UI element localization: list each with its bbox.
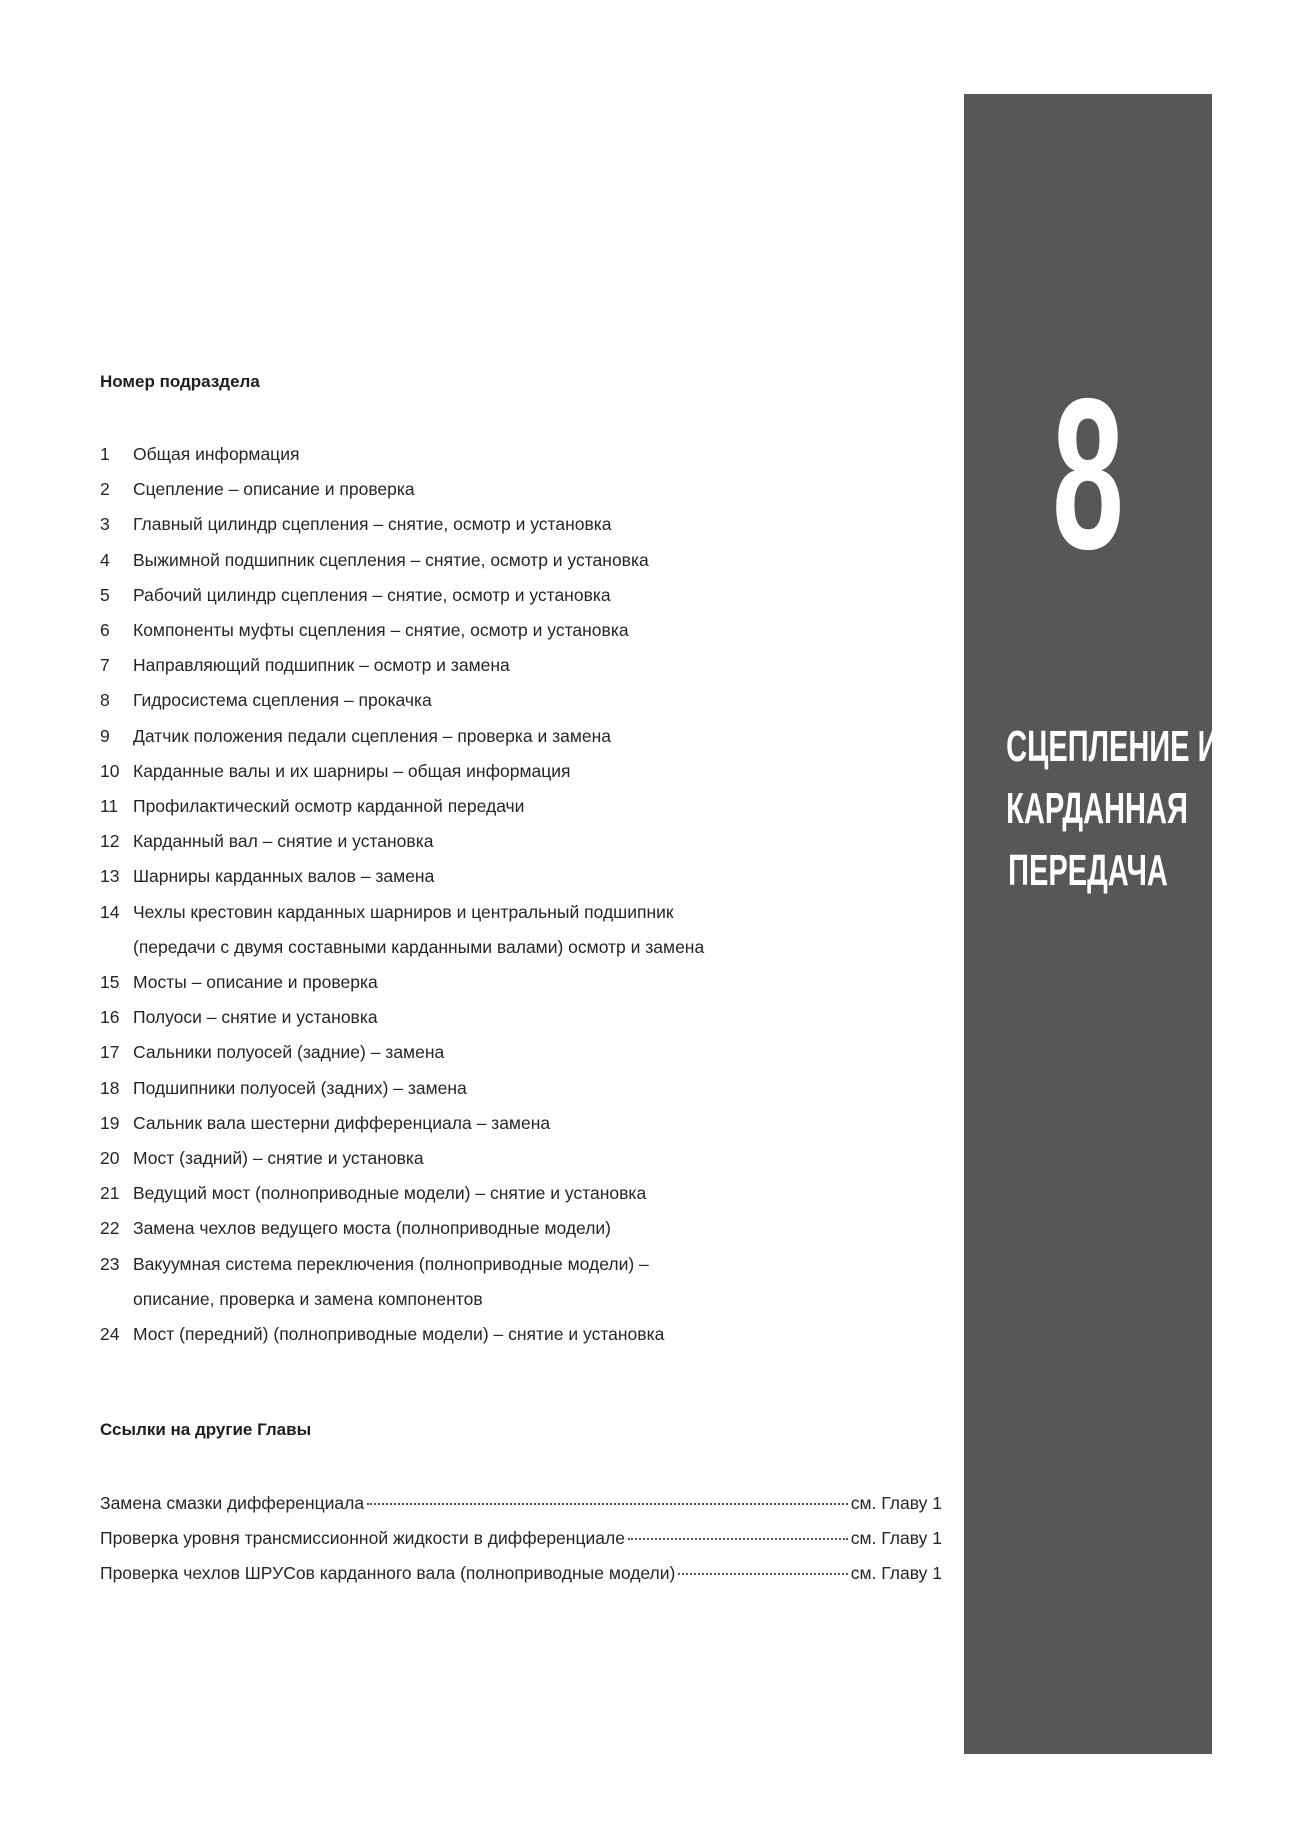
subsections-list xyxy=(100,437,900,1352)
reference-page: см. Главу 1 xyxy=(850,1563,942,1584)
dot-leader xyxy=(367,1503,848,1505)
chapter-sidebar xyxy=(964,94,1219,1754)
subsection-title: Сальник вала шестерни дифференциала – замена xyxy=(133,1112,551,1133)
subsection-title: Профилактический осмотр карданной передачи xyxy=(133,796,525,817)
subsection-item xyxy=(100,895,900,965)
subsection-title: Сцепление – описание и проверка xyxy=(133,479,415,500)
subsection-number: 13 xyxy=(100,866,120,887)
subsection-item xyxy=(100,754,900,789)
subsection-title: Рабочий цилиндр сцепления – снятие, осмотр и установка xyxy=(133,584,611,605)
reference-title: Замена смазки дифференциала xyxy=(100,1493,365,1513)
subsection-item xyxy=(100,1211,900,1246)
subsection-item xyxy=(100,1035,900,1070)
subsection-title: Подшипники полуосей (задних) – замена xyxy=(133,1077,467,1098)
subsection-item xyxy=(100,1000,900,1035)
subsection-number: 17 xyxy=(100,1042,120,1063)
subsection-number: 2 xyxy=(100,479,110,500)
reference-page: см. Главу 1 xyxy=(850,1493,942,1513)
subsection-number: 24 xyxy=(100,1324,120,1345)
subsection-number: 20 xyxy=(100,1148,120,1169)
subsection-item xyxy=(100,789,900,824)
subsection-number: 19 xyxy=(100,1112,120,1133)
subsection-title: Шарниры карданных валов – замена xyxy=(133,866,435,887)
subsection-title: Сальники полуосей (задние) – замена xyxy=(133,1042,445,1063)
subsection-number: 18 xyxy=(100,1077,120,1098)
subsection-item xyxy=(100,1317,900,1352)
subsection-title: Мост (задний) – снятие и установка xyxy=(133,1148,424,1169)
subsection-number: 9 xyxy=(100,725,110,746)
subsection-number: 4 xyxy=(100,549,110,570)
subsection-item xyxy=(100,1106,900,1141)
subsection-title: Мосты – описание и проверка xyxy=(133,972,378,993)
subsection-number: 5 xyxy=(100,584,110,605)
subsection-item xyxy=(100,1176,900,1211)
subsection-number: 8 xyxy=(100,690,110,711)
reference-title: Проверка уровня трансмиссионной жидкости в дифференциале xyxy=(100,1528,625,1549)
subsection-number: 15 xyxy=(100,972,120,993)
reference-item xyxy=(100,1486,942,1521)
subsection-number: 10 xyxy=(100,760,120,781)
dot-leader xyxy=(678,1573,847,1575)
subsection-number: 14 xyxy=(100,901,120,922)
references-heading: Ссылки на другие Главы xyxy=(100,1420,312,1439)
subsection-item xyxy=(100,1071,900,1106)
subsection-number: 22 xyxy=(100,1218,120,1239)
subsection-title: Общая информация xyxy=(133,444,300,464)
reference-item xyxy=(100,1556,942,1591)
subsection-title: Выжимной подшипник сцепления – снятие, осмотр и установка xyxy=(133,549,649,570)
subsection-title: Карданные валы и их шарниры – общая информация xyxy=(133,760,571,781)
subsection-number: 21 xyxy=(100,1183,120,1204)
reference-page: см. Главу 1 xyxy=(850,1528,942,1549)
subsections-heading: Номер подраздела xyxy=(100,372,260,391)
subsection-item xyxy=(100,1247,900,1317)
subsection-number: 23 xyxy=(100,1253,120,1274)
chapter-number: 8 xyxy=(1052,353,1124,594)
subsection-title: Датчик положения педали сцепления – проверка и замена xyxy=(133,725,612,746)
subsection-title: Ведущий мост (полноприводные модели) – снятие и установка xyxy=(133,1183,647,1204)
subsection-number: 16 xyxy=(100,1007,120,1028)
subsection-title: Мост (передний) (полноприводные модели) – снятие и установка xyxy=(133,1324,665,1345)
subsection-item xyxy=(100,648,900,683)
subsection-item xyxy=(100,719,900,754)
dot-leader xyxy=(628,1538,848,1540)
subsection-number: 7 xyxy=(100,655,110,676)
subsection-item xyxy=(100,543,900,578)
subsection-number: 11 xyxy=(100,796,119,817)
subsection-title: Карданный вал – снятие и установка xyxy=(133,831,434,852)
subsection-item xyxy=(100,859,900,894)
subsection-title: Главный цилиндр сцепления – снятие, осмотр и установка xyxy=(133,514,612,535)
chapter-title xyxy=(964,716,1219,902)
subsection-number: 6 xyxy=(100,620,110,641)
chapter-title-line: КАРДАННАЯ xyxy=(1006,784,1188,833)
subsection-item xyxy=(100,824,900,859)
subsection-item xyxy=(100,965,900,1000)
subsection-title: Компоненты муфты сцепления – снятие, осмотр и установка xyxy=(133,620,629,641)
chapter-title-line: СЦЕПЛЕНИЕ И xyxy=(1006,722,1219,771)
subsection-number: 1 xyxy=(100,444,110,464)
references-list xyxy=(100,1486,942,1592)
subsection-item xyxy=(100,472,900,507)
subsection-number: 12 xyxy=(100,831,120,852)
subsection-item xyxy=(100,1141,900,1176)
subsection-item xyxy=(100,437,900,472)
subsection-title: Чехлы крестовин карданных шарниров и центральный подшипник (передачи с двумя составными карданными валами) осмотр и замена xyxy=(133,901,705,957)
chapter-title-line: ПЕРЕДАЧА xyxy=(1008,846,1168,895)
subsection-title: Вакуумная система переключения (полноприводные модели) – описание, проверка и замена компонентов xyxy=(133,1253,649,1309)
subsection-item xyxy=(100,613,900,648)
reference-title: Проверка чехлов ШРУСов карданного вала (полноприводные модели) xyxy=(100,1563,676,1584)
subsection-item xyxy=(100,683,900,718)
subsection-title: Замена чехлов ведущего моста (полноприводные модели) xyxy=(133,1218,612,1239)
subsection-item xyxy=(100,578,900,613)
subsection-number: 3 xyxy=(100,514,110,535)
subsection-title: Направляющий подшипник – осмотр и замена xyxy=(133,655,510,676)
subsection-title: Полуоси – снятие и установка xyxy=(133,1007,378,1028)
subsection-item xyxy=(100,507,900,542)
subsection-title: Гидросистема сцепления – прокачка xyxy=(133,690,432,711)
reference-item xyxy=(100,1521,942,1556)
